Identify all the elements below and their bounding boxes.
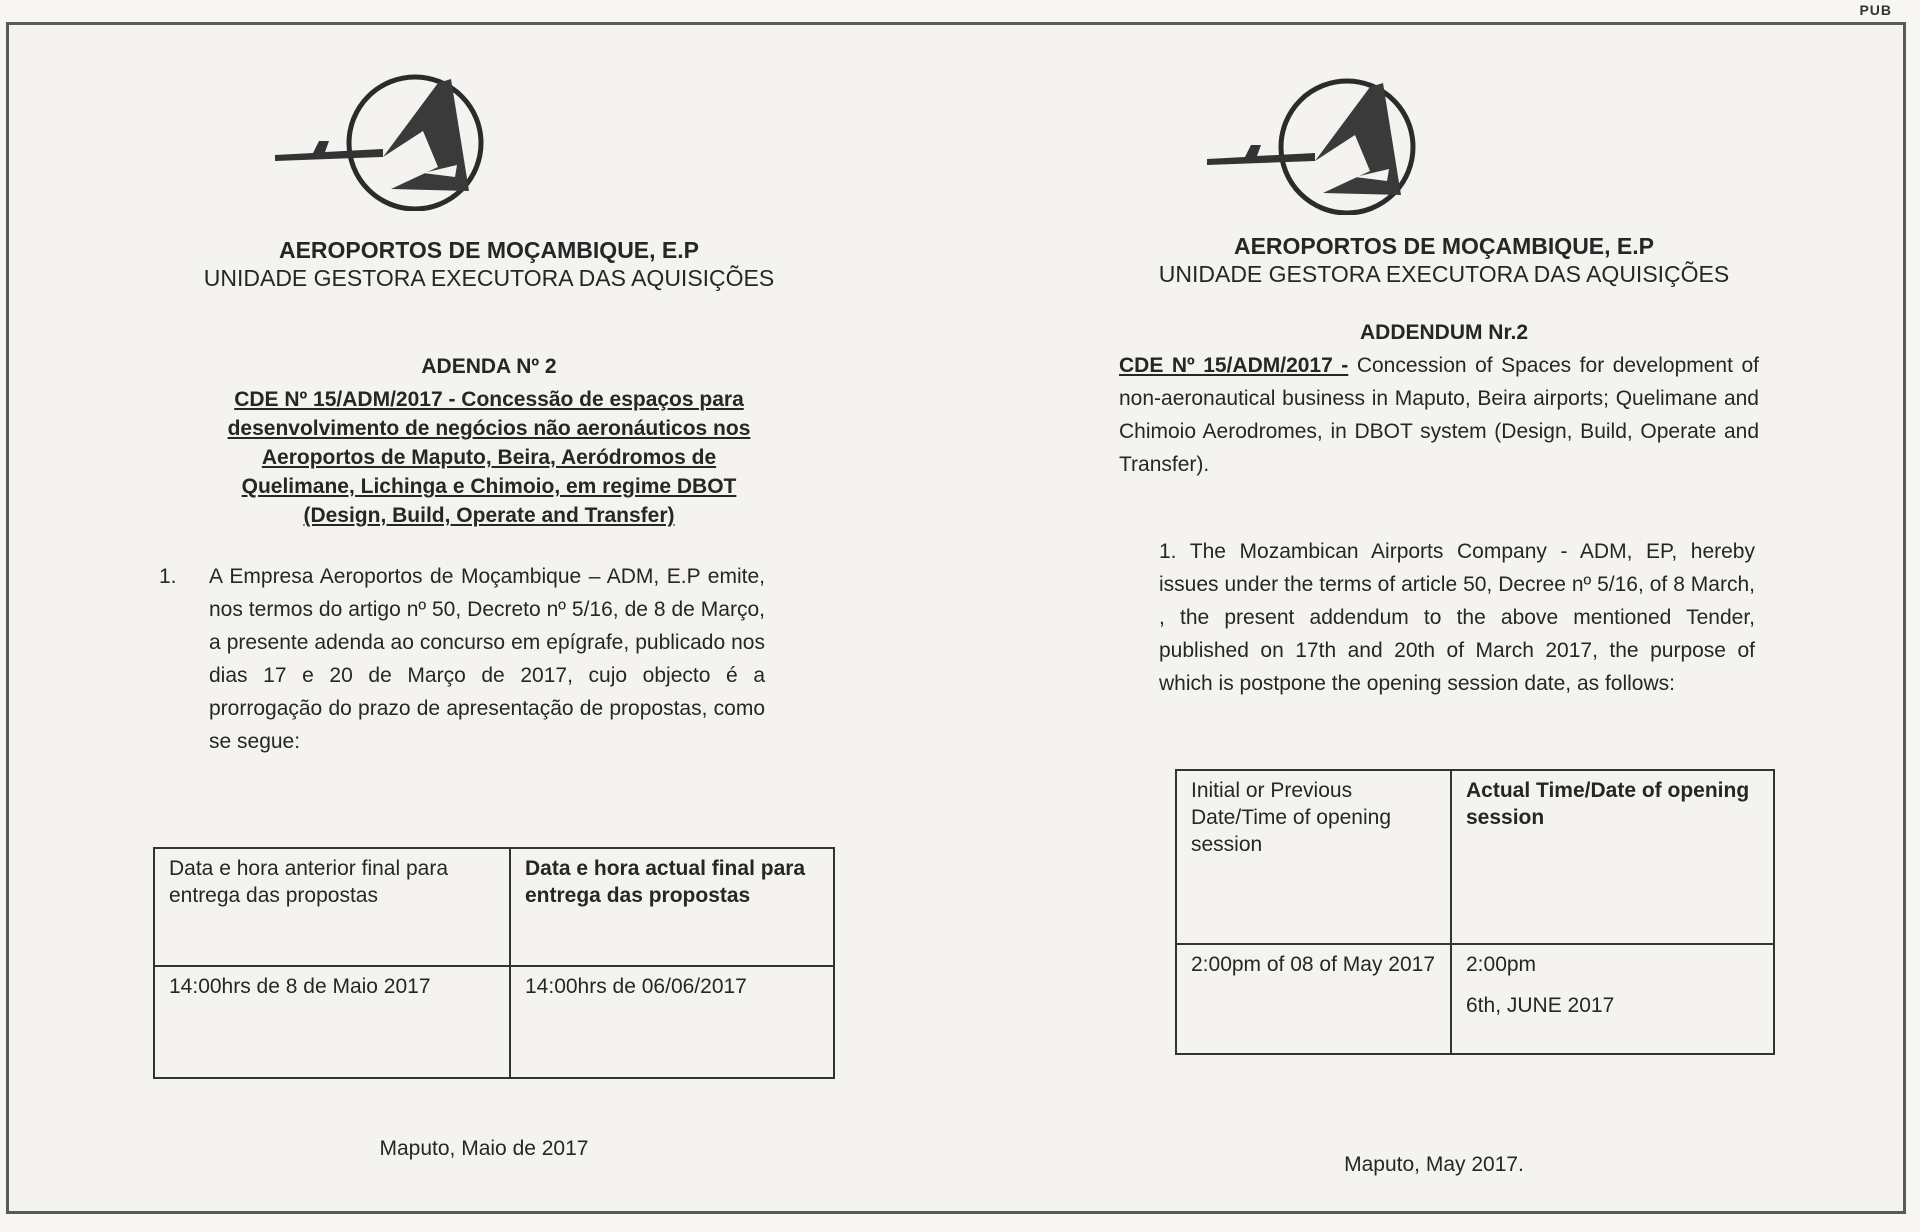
item-number: 1. [159, 565, 177, 588]
table-row [154, 966, 834, 1078]
tender-reference-line: (Design, Build, Operate and Transfer) [303, 504, 675, 527]
table-cell-current: 14:00hrs de 06/06/2017 [510, 966, 834, 1078]
tender-reference-line: CDE Nº 15/ADM/2017 - Concessão de espaços para [234, 388, 744, 411]
corner-tag: PUB [1859, 2, 1892, 18]
table-cell-current-date: 6th, JUNE 2017 [1466, 994, 1615, 1017]
table-cell-current [1451, 944, 1774, 1054]
airport-logo-icon [1205, 65, 1445, 215]
organization-name: AEROPORTOS DE MOÇAMBIQUE, E.P [278, 237, 699, 263]
signature-line: Maputo, Maio de 2017 [379, 1137, 589, 1160]
table-cell-previous: 14:00hrs de 8 de Maio 2017 [154, 966, 510, 1078]
tender-reference [1119, 349, 1759, 481]
notice-frame [6, 22, 1906, 1214]
tender-reference-line: Quelimane, Lichinga e Chimoio, em regime DBOT [241, 475, 737, 498]
table-row [1176, 770, 1774, 944]
tender-reference [179, 385, 799, 530]
table-header-current: Actual Time/Date of opening session [1451, 770, 1774, 944]
table-header-previous: Data e hora anterior final para entrega das propostas [154, 848, 510, 966]
signature-line: Maputo, May 2017. [1344, 1153, 1524, 1176]
notice-paragraph [159, 560, 765, 758]
deadline-table [153, 847, 835, 1079]
deadline-table [1175, 769, 1775, 1055]
tender-reference-line: desenvolvimento de negócios não aeronáuticos nos [227, 417, 751, 440]
tender-reference-line: Aeroportos de Maputo, Beira, Aeródromos de [261, 446, 717, 469]
table-row [1176, 944, 1774, 1054]
table-header-current: Data e hora actual final para entrega das propostas [510, 848, 834, 966]
table-row [154, 848, 834, 966]
table-cell-previous: 2:00pm of 08 of May 2017 [1176, 944, 1451, 1054]
airport-logo-icon [273, 61, 513, 211]
addendum-title: ADDENDUM Nr.2 [1359, 321, 1529, 344]
tender-reference-code: CDE Nº 15/ADM/2017 - [1119, 354, 1349, 377]
tender-reference-text: Concession of Spaces for development of non-aeronautical business in Maputo, Beira airports; Quelimane and Chimoio Aerodromes, in DBOT system (Design, Build, Operate and Transfer). [1119, 354, 1759, 476]
paragraph-text: A Empresa Aeroportos de Moçambique – ADM, E.P emite, nos termos do artigo nº 50, Decreto nº 5/16, de 8 de Março, a presente adenda ao concurso em epígrafe, publicado nos dias 17 e 20 de Março de 2017, cujo objecto é a prorrogação do prazo de apresentação de propostas, como se segue: [209, 565, 765, 753]
table-header-previous: Initial or Previous Date/Time of opening session [1176, 770, 1451, 944]
addendum-title: ADENDA Nº 2 [421, 355, 557, 378]
table-cell-current-time: 2:00pm [1466, 953, 1537, 976]
organization-unit: UNIDADE GESTORA EXECUTORA DAS AQUISIÇÕES [1158, 261, 1730, 287]
organization-unit: UNIDADE GESTORA EXECUTORA DAS AQUISIÇÕES [203, 265, 775, 291]
notice-paragraph: 1. The Mozambican Airports Company - ADM, EP, hereby issues under the terms of article 50, Decree nº 5/16, of 8 March, , the present addendum to the above mentioned Tender, published on 17th and 20th of March 2017, the purpose of which is postpone the opening session date, as follows: [1159, 540, 1755, 695]
organization-name: AEROPORTOS DE MOÇAMBIQUE, E.P [1233, 233, 1654, 259]
